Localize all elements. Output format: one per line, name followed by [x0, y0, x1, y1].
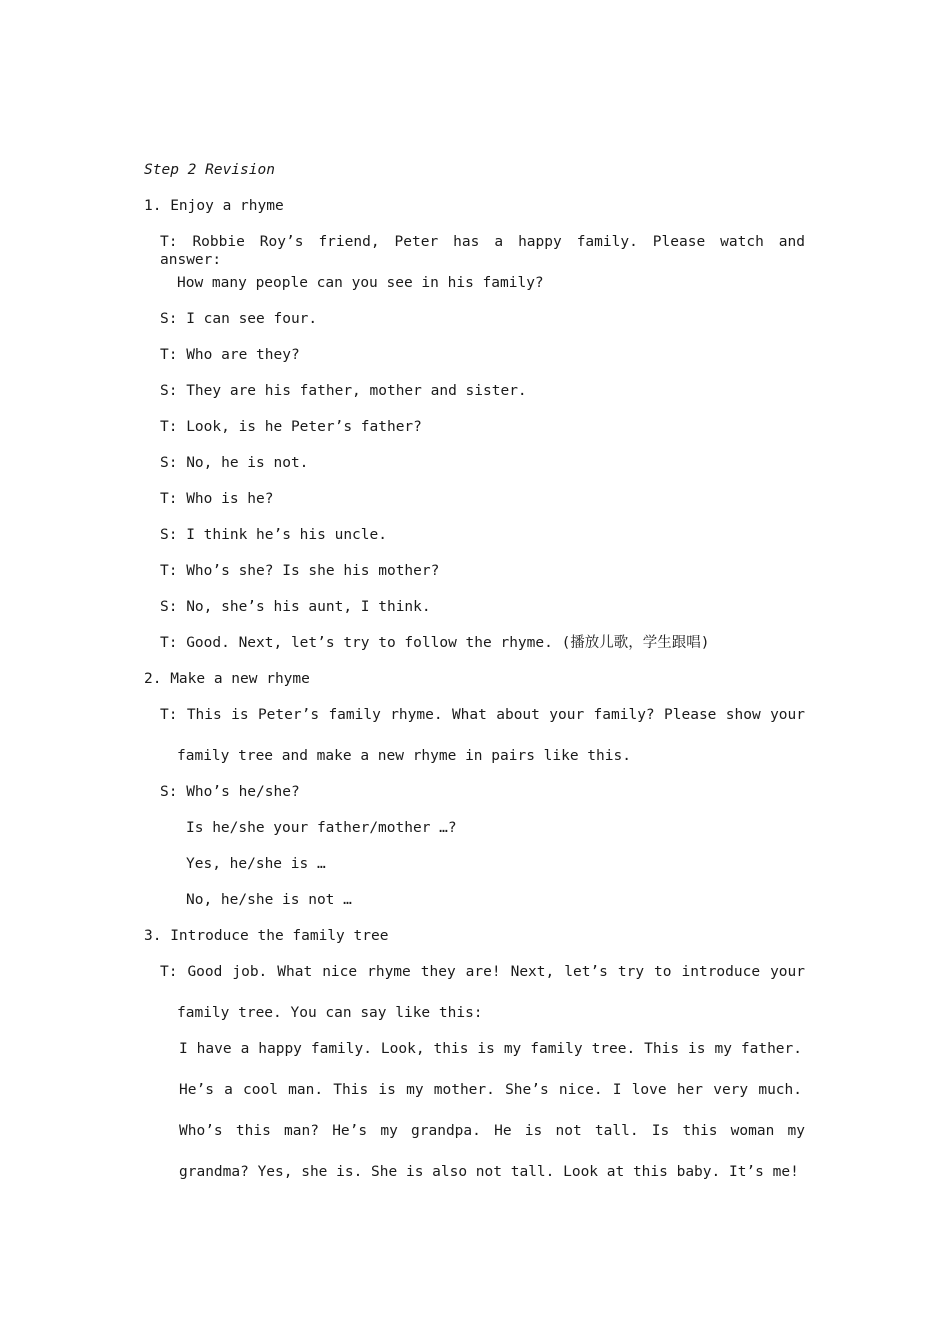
dialogue-line: S: No, she’s his aunt, I think.	[160, 599, 431, 615]
dialogue-line: S: I think he’s his uncle.	[160, 527, 387, 543]
dialogue-line: Is he/she your father/mother …?	[186, 820, 457, 836]
dialogue-line: S: They are his father, mother and sister.	[160, 383, 527, 399]
section-1-title: 1. Enjoy a rhyme	[144, 198, 284, 214]
section-3-title: 3. Introduce the family tree	[144, 928, 389, 944]
dialogue-line: T: Good. Next, let’s try to follow the rhyme. (播放儿歌，学生跟唱)	[160, 635, 710, 651]
step-heading: Step 2 Revision	[144, 162, 275, 178]
section-2-title: 2. Make a new rhyme	[144, 671, 310, 687]
sample-text-line: grandma? Yes, she is. She is also not tall. Look at this baby. It’s me!	[179, 1164, 799, 1180]
sample-text-line: Who’s this man? He’s my grandpa. He is not tall. Is this woman my	[179, 1123, 805, 1139]
dialogue-line: No, he/she is not …	[186, 892, 352, 908]
sample-text-line: He’s a cool man. This is my mother. She’s nice. I love her very much.	[179, 1082, 802, 1098]
dialogue-line: How many people can you see in his family?	[177, 275, 544, 291]
dialogue-line: T: Look, is he Peter’s father?	[160, 419, 422, 435]
dialogue-line: T: This is Peter’s family rhyme. What about your family? Please show your	[160, 707, 805, 723]
dialogue-line: family tree. You can say like this:	[177, 1005, 483, 1021]
dialogue-line: S: Who’s he/she?	[160, 784, 300, 800]
dialogue-line: Yes, he/she is …	[186, 856, 326, 872]
dialogue-line: S: I can see four.	[160, 311, 318, 327]
dialogue-line: T: Who are they?	[160, 347, 300, 363]
dialogue-line: S: No, he is not.	[160, 455, 309, 471]
dialogue-line: T: Who’s she? Is she his mother?	[160, 563, 440, 579]
sample-text-line: I have a happy family. Look, this is my family tree. This is my father.	[179, 1041, 802, 1057]
dialogue-line: T: Who is he?	[160, 491, 274, 507]
dialogue-line: T: Good job. What nice rhyme they are! Next, let’s try to introduce your	[160, 964, 805, 980]
dialogue-line: T: Robbie Roy’s friend, Peter has a happy family. Please watch and answer:	[160, 234, 805, 268]
dialogue-line: family tree and make a new rhyme in pairs like this.	[177, 748, 631, 764]
